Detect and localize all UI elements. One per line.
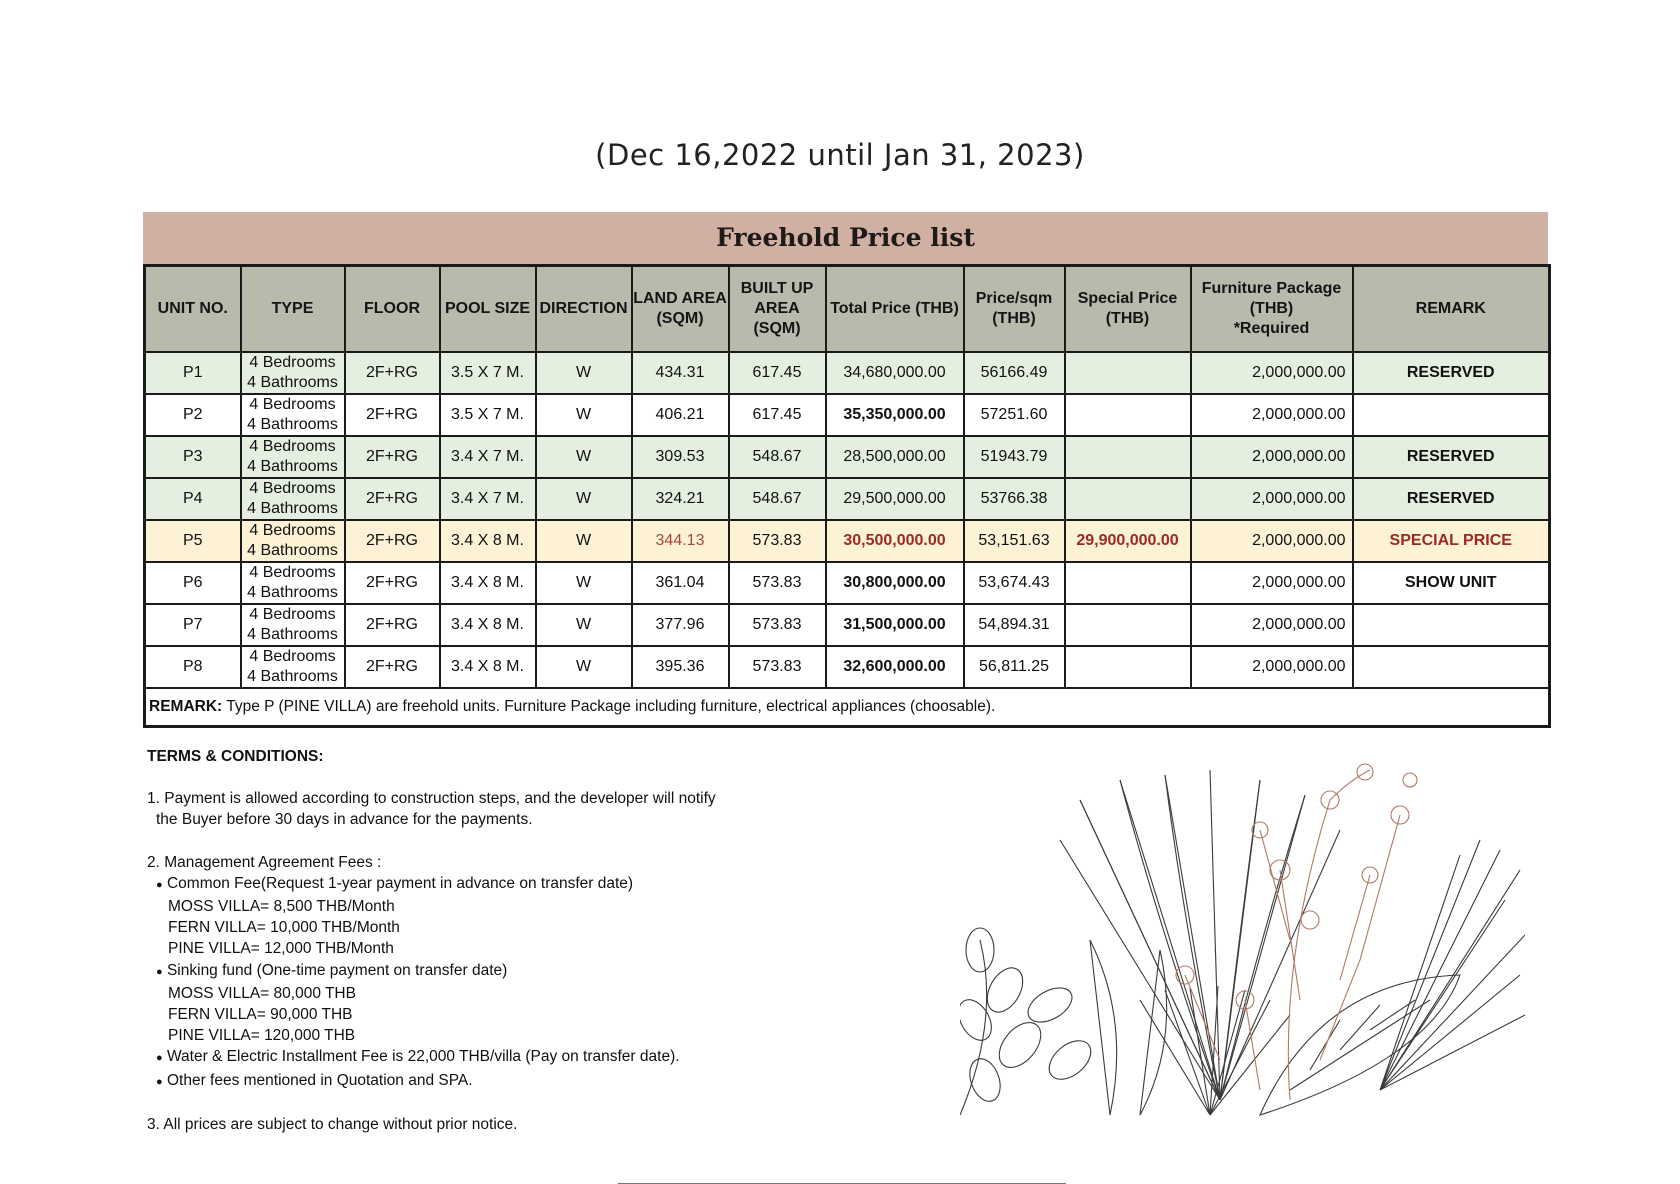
table-row	[145, 520, 1550, 562]
cell-furniture: 2,000,000.00	[1191, 604, 1353, 646]
cell-price-sqm: 53,151.63	[964, 520, 1065, 562]
cell-built-area: 573.83	[729, 646, 826, 688]
cell-floor: 2F+RG	[345, 604, 440, 646]
table-row	[145, 352, 1550, 394]
cell-furniture: 2,000,000.00	[1191, 562, 1353, 604]
cell-remark: RESERVED	[1353, 352, 1550, 394]
cell-type-bathrooms: 4 Bathrooms	[247, 500, 338, 517]
cell-remark: SHOW UNIT	[1353, 562, 1550, 604]
cell-unit: P3	[145, 436, 241, 478]
cell-type-bedrooms: 4 Bedrooms	[249, 396, 336, 413]
botanical-illustration	[960, 760, 1525, 1120]
cell-floor: 2F+RG	[345, 478, 440, 520]
terms-heading: TERMS & CONDITIONS:	[147, 748, 324, 765]
header-pool-size: POOL SIZE	[440, 266, 536, 353]
term-2-sinking-fund-text: Sinking fund (One-time payment on transfer date)	[166, 961, 508, 979]
table-header-row	[145, 266, 1550, 353]
cell-unit: P6	[145, 562, 241, 604]
cell-special-price	[1065, 478, 1191, 520]
cell-unit: P5	[145, 520, 241, 562]
cell-type-bedrooms: 4 Bedrooms	[249, 606, 336, 623]
cell-price-sqm: 53766.38	[964, 478, 1065, 520]
cell-unit: P1	[145, 352, 241, 394]
cell-type-bathrooms: 4 Bathrooms	[247, 458, 338, 475]
cell-special-price	[1065, 394, 1191, 436]
header-furniture-line3: *Required	[1233, 320, 1310, 337]
term-2-other-fees	[147, 1070, 867, 1093]
header-land-area	[632, 266, 729, 353]
cell-unit: P7	[145, 604, 241, 646]
cell-furniture: 2,000,000.00	[1191, 394, 1353, 436]
bullet-icon: ●	[156, 1052, 163, 1065]
cell-type	[241, 562, 345, 604]
header-price-sqm-line2: (THB)	[992, 310, 1036, 327]
cell-furniture: 2,000,000.00	[1191, 436, 1353, 478]
header-price-sqm-line1: Price/sqm	[975, 290, 1053, 307]
cell-special-price	[1065, 562, 1191, 604]
freehold-price-table	[143, 264, 1551, 728]
term-2-other-fees-text: Other fees mentioned in Quotation and SPA.	[166, 1071, 473, 1089]
term-2-common-fee-text: Common Fee(Request 1-year payment in advance on transfer date)	[166, 874, 634, 892]
cell-type	[241, 436, 345, 478]
cell-land-area: 377.96	[632, 604, 729, 646]
term-2-moss-fee: MOSS VILLA= 8,500 THB/Month	[168, 898, 395, 916]
table-row	[145, 562, 1550, 604]
cell-furniture: 2,000,000.00	[1191, 520, 1353, 562]
cell-floor: 2F+RG	[345, 646, 440, 688]
table-remark-row	[145, 688, 1550, 727]
cell-type	[241, 352, 345, 394]
cell-floor: 2F+RG	[345, 352, 440, 394]
cell-direction: W	[536, 520, 632, 562]
cell-pool: 3.5 X 7 M.	[440, 394, 536, 436]
cell-total-price: 28,500,000.00	[826, 436, 964, 478]
header-furniture-line2: (THB)	[1249, 300, 1294, 317]
table-remark-text: Type P (PINE VILLA) are freehold units. Furniture Package including furniture, electrical appliances (choosable).	[222, 698, 996, 715]
cell-type-bathrooms: 4 Bathrooms	[247, 542, 338, 559]
cell-unit: P8	[145, 646, 241, 688]
price-table-container	[143, 212, 1548, 728]
term-2-common-fee	[147, 873, 867, 896]
cell-remark	[1353, 394, 1550, 436]
table-row	[145, 646, 1550, 688]
cell-total-price: 34,680,000.00	[826, 352, 964, 394]
cell-direction: W	[536, 646, 632, 688]
price-period-subtitle: (Dec 16,2022 until Jan 31, 2023)	[595, 138, 1085, 172]
cell-special-price	[1065, 436, 1191, 478]
cell-pool: 3.4 X 7 M.	[440, 478, 536, 520]
term-1-line-1: 1. Payment is allowed according to construction steps, and the developer will notify	[147, 790, 716, 808]
term-1-line-2: the Buyer before 30 days in advance for the payments.	[156, 811, 533, 829]
cell-land-area: 344.13	[632, 520, 729, 562]
cell-price-sqm: 51943.79	[964, 436, 1065, 478]
cell-special-price	[1065, 646, 1191, 688]
cell-type-bathrooms: 4 Bathrooms	[247, 626, 338, 643]
cell-land-area: 309.53	[632, 436, 729, 478]
header-remark: REMARK	[1353, 266, 1550, 353]
cell-furniture: 2,000,000.00	[1191, 646, 1353, 688]
cell-land-area: 434.31	[632, 352, 729, 394]
header-built-up-line3: (SQM)	[753, 320, 801, 337]
term-2-sinking-fund	[147, 960, 867, 983]
cell-direction: W	[536, 436, 632, 478]
cell-unit: P2	[145, 394, 241, 436]
cell-built-area: 548.67	[729, 478, 826, 520]
cell-type-bathrooms: 4 Bathrooms	[247, 374, 338, 391]
term-2-fern-fee: FERN VILLA= 10,000 THB/Month	[168, 919, 400, 937]
cell-direction: W	[536, 478, 632, 520]
table-banner-title: Freehold Price list	[143, 212, 1548, 264]
cell-built-area: 573.83	[729, 520, 826, 562]
cell-type	[241, 520, 345, 562]
cell-remark: RESERVED	[1353, 436, 1550, 478]
cell-built-area: 573.83	[729, 562, 826, 604]
cell-type-bedrooms: 4 Bedrooms	[249, 480, 336, 497]
header-special-line2: (THB)	[1105, 310, 1150, 327]
table-row	[145, 394, 1550, 436]
cell-pool: 3.4 X 8 M.	[440, 520, 536, 562]
cell-floor: 2F+RG	[345, 394, 440, 436]
cell-type	[241, 604, 345, 646]
cell-land-area: 324.21	[632, 478, 729, 520]
cell-pool: 3.4 X 8 M.	[440, 562, 536, 604]
cell-remark	[1353, 646, 1550, 688]
cell-built-area: 548.67	[729, 436, 826, 478]
term-2-water-electric	[147, 1046, 867, 1069]
cell-remark: SPECIAL PRICE	[1353, 520, 1550, 562]
cell-price-sqm: 56,811.25	[964, 646, 1065, 688]
table-remark-label: REMARK:	[149, 698, 223, 715]
cell-remark	[1353, 604, 1550, 646]
cell-special-price: 29,900,000.00	[1065, 520, 1191, 562]
cell-total-price: 30,800,000.00	[826, 562, 964, 604]
header-land-area-line2: (SQM)	[656, 310, 704, 327]
terms-and-conditions	[147, 746, 867, 1135]
header-furniture-line1: Furniture Package	[1201, 280, 1342, 297]
cell-pool: 3.4 X 8 M.	[440, 604, 536, 646]
header-land-area-line1: LAND AREA	[633, 290, 727, 307]
header-total-price: Total Price (THB)	[826, 266, 964, 353]
term-2-water-electric-text: Water & Electric Installment Fee is 22,000 THB/villa (Pay on transfer date).	[166, 1048, 680, 1066]
cell-total-price: 35,350,000.00	[826, 394, 964, 436]
header-special-price	[1065, 266, 1191, 353]
cell-type-bedrooms: 4 Bedrooms	[249, 564, 336, 581]
cell-price-sqm: 57251.60	[964, 394, 1065, 436]
cell-direction: W	[536, 352, 632, 394]
cell-land-area: 361.04	[632, 562, 729, 604]
term-2-heading: 2. Management Agreement Fees :	[147, 853, 382, 871]
cell-type-bathrooms: 4 Bathrooms	[247, 416, 338, 433]
term-2-pine-fee: PINE VILLA= 12,000 THB/Month	[168, 940, 394, 958]
header-floor: FLOOR	[345, 266, 440, 353]
cell-special-price	[1065, 604, 1191, 646]
header-built-up-line2: AREA	[754, 300, 800, 317]
header-built-up-line1: BUILT UP	[740, 280, 814, 297]
cell-special-price	[1065, 352, 1191, 394]
cell-remark: RESERVED	[1353, 478, 1550, 520]
header-built-up-area	[729, 266, 826, 353]
table-row	[145, 604, 1550, 646]
bullet-icon: ●	[156, 965, 163, 978]
cell-price-sqm: 56166.49	[964, 352, 1065, 394]
cell-built-area: 617.45	[729, 394, 826, 436]
cell-price-sqm: 53,674.43	[964, 562, 1065, 604]
cell-total-price: 32,600,000.00	[826, 646, 964, 688]
cell-furniture: 2,000,000.00	[1191, 478, 1353, 520]
cell-pool: 3.5 X 7 M.	[440, 352, 536, 394]
cell-type	[241, 646, 345, 688]
cell-type-bathrooms: 4 Bathrooms	[247, 584, 338, 601]
cell-unit: P4	[145, 478, 241, 520]
cell-pool: 3.4 X 8 M.	[440, 646, 536, 688]
header-type: TYPE	[241, 266, 345, 353]
cell-total-price: 31,500,000.00	[826, 604, 964, 646]
term-2-sink-fern: FERN VILLA= 90,000 THB	[168, 1006, 353, 1024]
cell-floor: 2F+RG	[345, 436, 440, 478]
cell-furniture: 2,000,000.00	[1191, 352, 1353, 394]
cell-type-bedrooms: 4 Bedrooms	[249, 648, 336, 665]
cell-land-area: 395.36	[632, 646, 729, 688]
bullet-icon: ●	[156, 1075, 163, 1088]
cell-type	[241, 478, 345, 520]
header-unit-no: UNIT NO.	[145, 266, 241, 353]
cell-type	[241, 394, 345, 436]
term-2-sink-pine: PINE VILLA= 120,000 THB	[168, 1027, 356, 1045]
cell-built-area: 573.83	[729, 604, 826, 646]
cell-built-area: 617.45	[729, 352, 826, 394]
header-special-line1: Special Price	[1077, 290, 1178, 307]
cell-floor: 2F+RG	[345, 562, 440, 604]
cell-floor: 2F+RG	[345, 520, 440, 562]
cell-type-bathrooms: 4 Bathrooms	[247, 668, 338, 685]
cell-type-bedrooms: 4 Bedrooms	[249, 522, 336, 539]
term-3: 3. All prices are subject to change without prior notice.	[147, 1115, 518, 1133]
bullet-icon: ●	[156, 878, 163, 891]
cell-land-area: 406.21	[632, 394, 729, 436]
header-direction: DIRECTION	[536, 266, 632, 353]
term-2-sink-moss: MOSS VILLA= 80,000 THB	[168, 984, 356, 1002]
cell-direction: W	[536, 394, 632, 436]
cell-total-price: 29,500,000.00	[826, 478, 964, 520]
cell-pool: 3.4 X 7 M.	[440, 436, 536, 478]
cell-type-bedrooms: 4 Bedrooms	[249, 438, 336, 455]
cell-type-bedrooms: 4 Bedrooms	[249, 354, 336, 371]
table-remark-cell	[145, 688, 1550, 727]
cell-total-price: 30,500,000.00	[826, 520, 964, 562]
cell-direction: W	[536, 604, 632, 646]
table-row	[145, 436, 1550, 478]
cell-price-sqm: 54,894.31	[964, 604, 1065, 646]
header-furniture-package	[1191, 266, 1353, 353]
cell-direction: W	[536, 562, 632, 604]
header-price-sqm	[964, 266, 1065, 353]
table-row	[145, 478, 1550, 520]
